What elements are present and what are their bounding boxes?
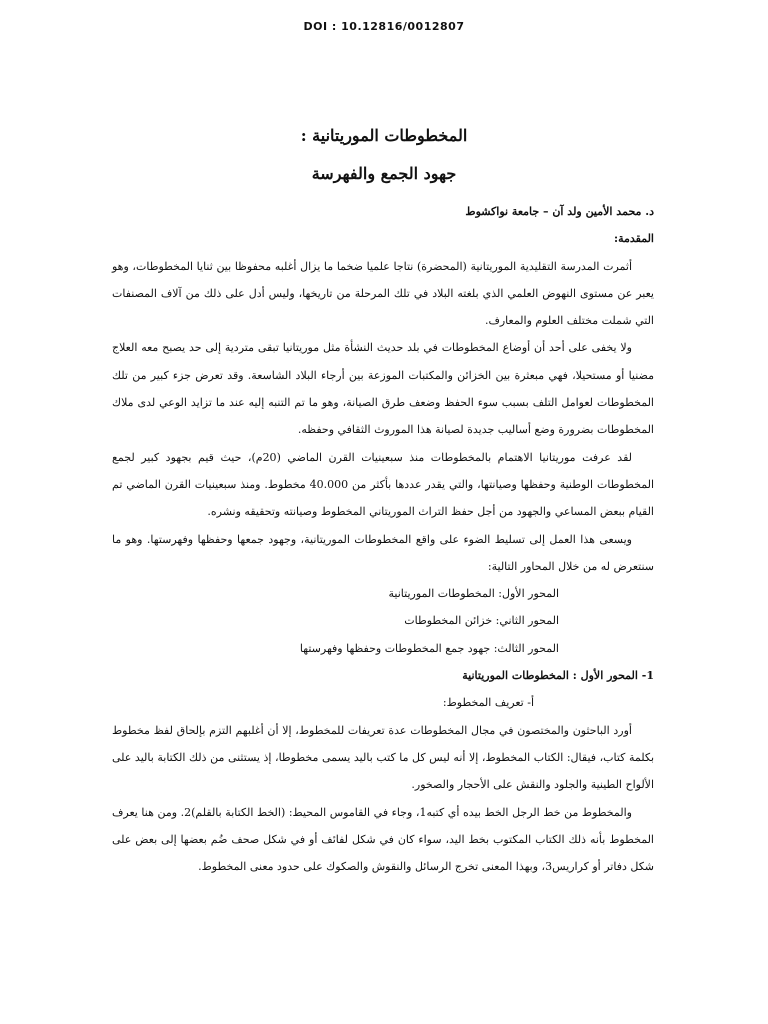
subsection-a-heading: أ- تعريف المخطوط: bbox=[442, 696, 534, 710]
paragraph-4: ويسعى هذا العمل إلى تسليط الضوء على واقع المخطوطات الموريتانية، وجهود جمعها وحفظها وفهرستها. وهو ما سنتعرض له من خلال المحاور التالية: bbox=[112, 532, 654, 573]
paragraph-6: والمخطوط من خط الرجل الخط بيده أي كتبه1، وجاء في القاموس المحيط: (الخط الكتابة بالقلم)2. ومن هنا يعرف المخطوط بأنه ذلك الكتاب المكتوب بخط اليد، سواء كان في شكل لفائف أو في شكل صحف ضُم بعضها إلى بعض على شكل دفاتر أو كراريس3، وبهذا المعنى تخرج الرسائل والنقوش والصكوك على حدود معنى المخطوط. bbox=[112, 805, 654, 874]
axis-item-1: المحور الأول: المخطوطات الموريتانية bbox=[388, 587, 559, 601]
section-1-heading: 1- المحور الأول : المخطوطات الموريتانية bbox=[462, 669, 654, 683]
axis-item-3: المحور الثالث: جهود جمع المخطوطات وحفظها وفهرستها bbox=[299, 641, 559, 655]
paragraph-3: لقد عرفت موريتانيا الاهتمام بالمخطوطات منذ سبعينيات القرن الماضي (20م)، حيث قيم بجهود كبير لجمع المخطوطات الوطنية وحفظها وصيانتها، والتي يقدر عددها بأكثر من 40.000 مخطوط. ومنذ سبعينيات القرن الماضي تم القيام ببعض المساعي والجهود من أجل حفظ التراث الموريتاني المخطوط وصيانته وتحقيقه ونشره. bbox=[112, 450, 654, 519]
intro-heading: المقدمة: bbox=[614, 232, 654, 246]
paragraph-2: ولا يخفى على أحد أن أوضاع المخطوطات في بلد حديث النشأة مثل موريتانيا تبقى متردية إلى حد يصبح معه العلاج مضنيا أو مستحيلا، فهي مبعثرة بين الخزائن والمكتبات الموزعة بين أرجاء البلاد الشاسعة. وقد تعرض جزء كبير من تلك المخطوطات لعوامل التلف بسبب سوء الحفظ وضعف طرق الصيانة، وهو ما تم التنبه إليه عند ما تزايد الوعي لدى ملاك المخطوطات بضرورة وضع أساليب جديدة لصيانة هذا الموروث الثقافي وحفظه. bbox=[112, 341, 654, 437]
article-title: المخطوطات الموريتانية : bbox=[300, 126, 468, 145]
paragraph-5: أورد الباحثون والمختصون في مجال المخطوطات عدة تعريفات للمخطوط، إلا أن أغلبهم التزم بإلحاق لفظ مخطوط بكلمة كتاب، فيقال: الكتاب المخطوط، إلا أنه ليس كل ما كتب باليد يسمى مخطوطا، إذ يستثنى من ذلك الكتابة باليد على الألواح الطينية والجلود والنقش على الأحجار والصخور. bbox=[112, 723, 654, 792]
author-line: د. محمد الأمين ولد آن – جامعة نواكشوط bbox=[465, 205, 654, 218]
axis-item-2: المحور الثاني: خزائن المخطوطات bbox=[404, 614, 559, 628]
article-subtitle: جهود الجمع والفهرسة bbox=[311, 164, 457, 183]
doi-label: DOI : 10.12816/0012807 bbox=[303, 20, 465, 33]
paragraph-1: أثمرت المدرسة التقليدية الموريتانية (المحضرة) نتاجا علميا ضخما ما يزال أغلبه محفوظا بين ثنايا المخطوطات، وهو يعبر عن مستوى النهوض العلمي الذي بلغته البلاد في تلك المرحلة من تاريخها، وليس أدل على ذلك من آلاف المصنفات التي شملت مختلف العلوم والمعارف. bbox=[112, 259, 654, 328]
article-body bbox=[112, 198, 654, 880]
